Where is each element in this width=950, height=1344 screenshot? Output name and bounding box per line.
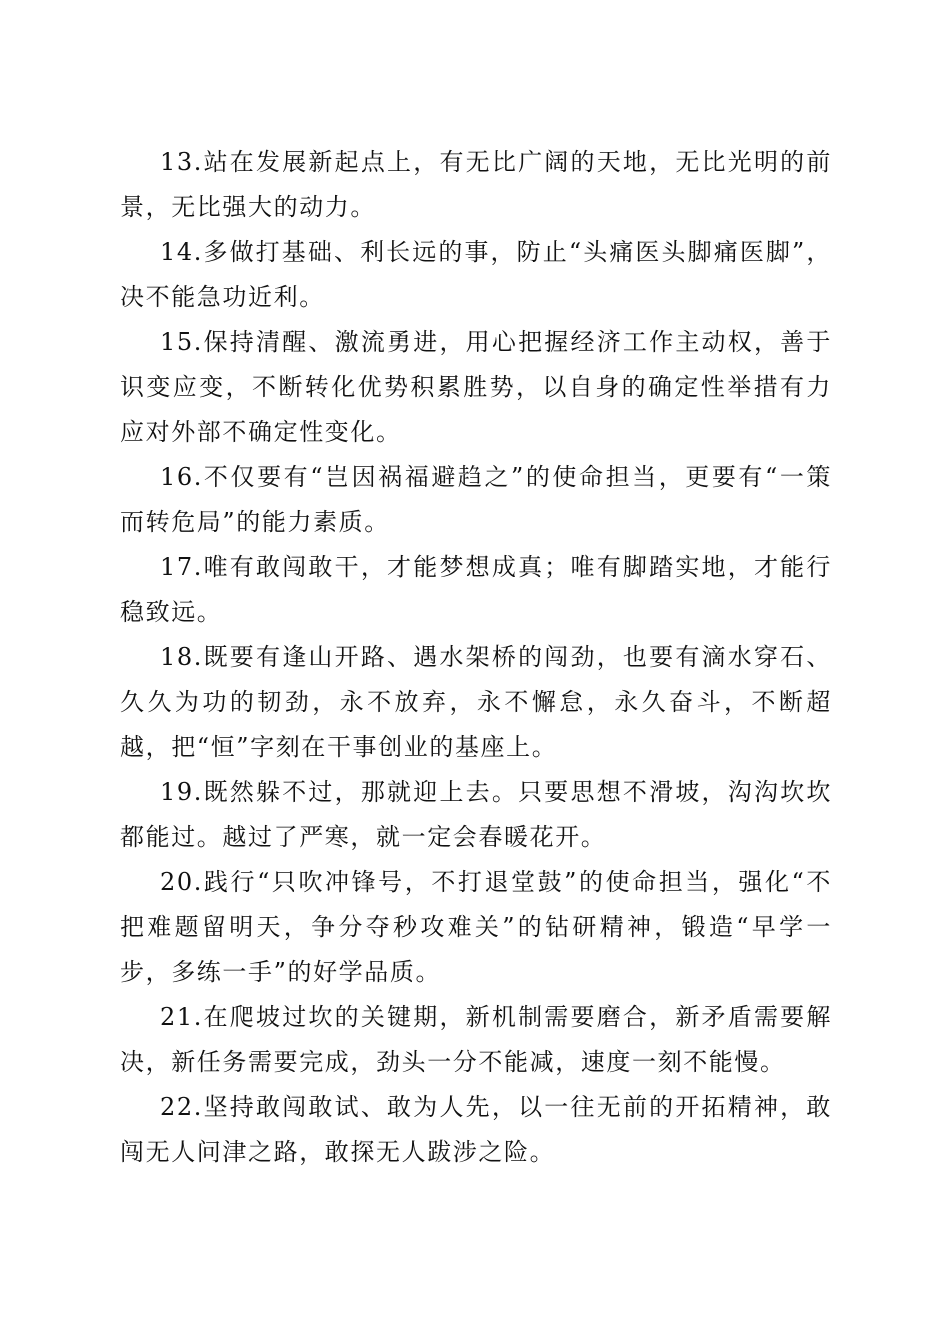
paragraph-16: 16.不仅要有“岂因祸福避趋之”的使命担当，更要有“一策而转危局”的能力素质。 <box>120 463 832 536</box>
paragraph-21: 21.在爬坡过坎的关键期，新机制需要磨合，新矛盾需要解决，新任务需要完成，劲头一分不能减，速度一刻不能慢。 <box>120 1003 832 1076</box>
paragraph-19: 19.既然躲不过，那就迎上去。只要思想不滑坡，沟沟坎坎都能过。越过了严寒，就一定会春暖花开。 <box>120 778 832 851</box>
paragraph-22: 22.坚持敢闯敢试、敢为人先，以一往无前的开拓精神，敢闯无人问津之路，敢探无人跋涉之险。 <box>120 1093 832 1166</box>
paragraph-20: 20.践行“只吹冲锋号，不打退堂鼓”的使命担当，强化“不把难题留明天，争分夺秒攻难关”的钻研精神，锻造“早学一步，多练一手”的好学品质。 <box>120 868 832 986</box>
paragraph-17: 17.唯有敢闯敢干，才能梦想成真；唯有脚踏实地，才能行稳致远。 <box>120 553 832 626</box>
paragraph-14: 14.多做打基础、利长远的事，防止“头痛医头脚痛医脚”，决不能急功近利。 <box>120 238 832 311</box>
paragraph-15: 15.保持清醒、激流勇进，用心把握经济工作主动权，善于识变应变，不断转化优势积累胜势，以自身的确定性举措有力应对外部不确定性变化。 <box>120 328 832 446</box>
document-body <box>120 140 832 1175</box>
paragraph-13: 13.站在发展新起点上，有无比广阔的天地，无比光明的前景，无比强大的动力。 <box>120 148 832 221</box>
paragraph-18: 18.既要有逢山开路、遇水架桥的闯劲，也要有滴水穿石、久久为功的韧劲，永不放弃，永不懈怠，永久奋斗，不断超越，把“恒”字刻在干事创业的基座上。 <box>120 643 832 761</box>
